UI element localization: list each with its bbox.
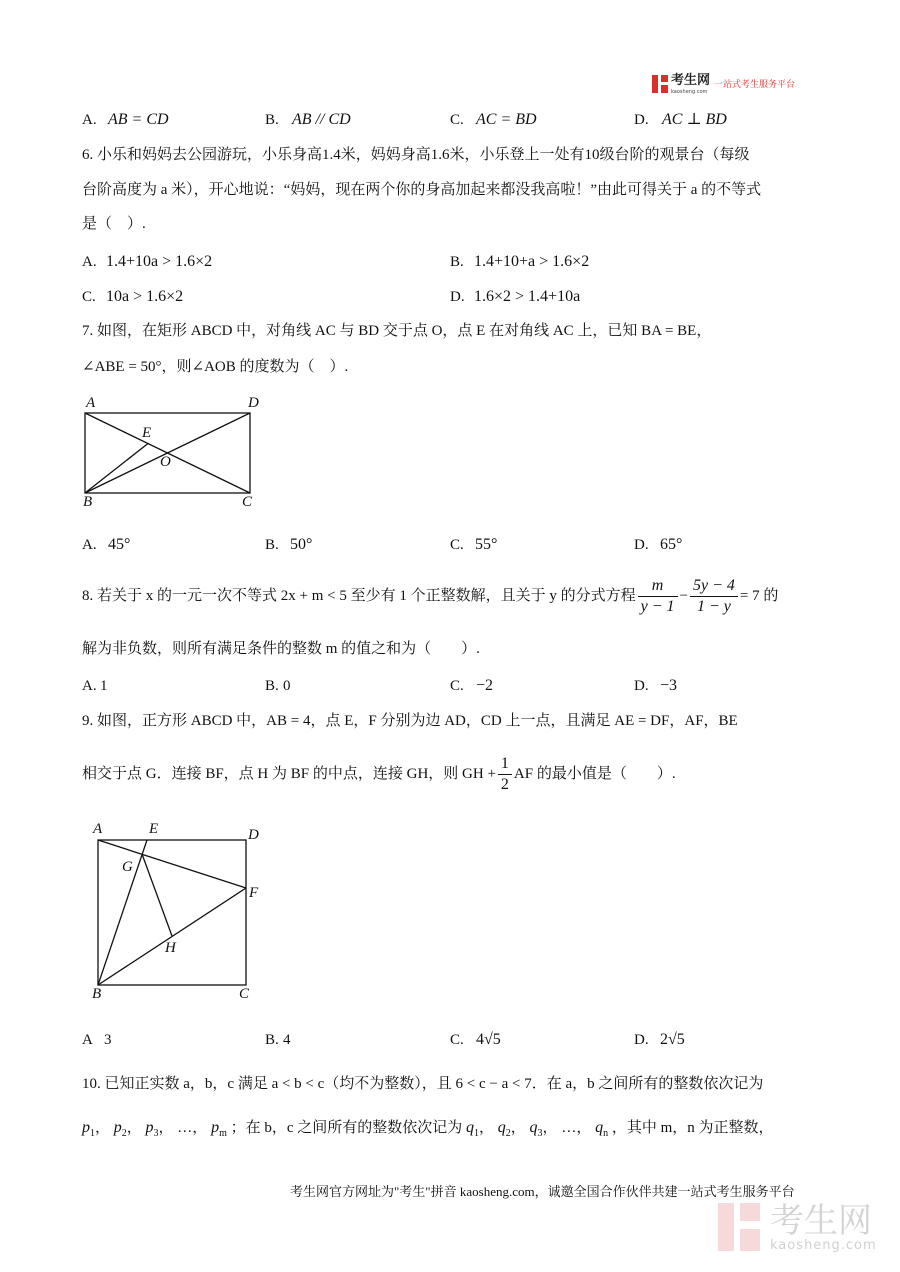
q8-text-b: = 7 的 bbox=[739, 588, 779, 604]
q8-minus: − bbox=[679, 588, 688, 604]
q10-p: p bbox=[113, 1119, 122, 1136]
q10-q: q bbox=[529, 1119, 538, 1136]
q9-option-a-key: A bbox=[82, 1032, 93, 1048]
q9-option-d-key: D. bbox=[634, 1032, 649, 1048]
q10-sub: 3 bbox=[537, 1128, 543, 1139]
q9-segment-af bbox=[98, 840, 246, 888]
q7-option-b: 50° bbox=[290, 536, 313, 553]
q8-option-d-key: D. bbox=[634, 678, 649, 694]
q6-option-b-key: B. bbox=[450, 254, 464, 270]
q10-text-b: ；在 b，c 之间所有的整数依次记为 bbox=[230, 1120, 463, 1136]
q9-text-b: AF 的最小值是（ ）. bbox=[513, 766, 676, 782]
q9-line-2 bbox=[82, 752, 676, 796]
q7-option-d: 65° bbox=[660, 536, 683, 553]
q8-frac2-num: 5y − 4 bbox=[690, 576, 738, 597]
q5-option-d: AC ⊥ BD bbox=[662, 111, 727, 128]
q7-option-b-key: B. bbox=[265, 537, 279, 553]
q9-segment-gh bbox=[142, 854, 172, 936]
logo-slogan: 一站式考生服务平台 bbox=[714, 80, 796, 90]
q9-option-b: 4 bbox=[283, 1032, 291, 1048]
q8-option-a: 1 bbox=[100, 678, 108, 694]
q10-sub: 2 bbox=[121, 1128, 127, 1139]
q6-option-d: 1.6×2 > 1.4+10a bbox=[474, 288, 581, 305]
q5-option-a: AB = CD bbox=[108, 111, 169, 128]
q10-q: q bbox=[497, 1119, 506, 1136]
q10-sub: n bbox=[603, 1128, 609, 1139]
q9-label-g: G bbox=[122, 859, 133, 875]
q6-option-a-key: A. bbox=[82, 254, 97, 270]
q10-p: p bbox=[82, 1119, 90, 1136]
q8-frac2-den: 1 − y bbox=[696, 597, 731, 615]
q8-frac1-den: y − 1 bbox=[640, 597, 675, 615]
watermark bbox=[718, 1203, 877, 1253]
q6-option-b: 1.4+10+a > 1.6×2 bbox=[474, 253, 590, 270]
q6-option-a: 1.4+10a > 1.6×2 bbox=[106, 253, 213, 270]
q6-option-d-key: D. bbox=[450, 289, 465, 305]
q9-label-h: H bbox=[165, 940, 176, 956]
q9-label-e: E bbox=[149, 821, 159, 837]
q7-option-d-key: D. bbox=[634, 537, 649, 553]
q9-half-num: 1 bbox=[498, 754, 512, 775]
q7-option-a: 45° bbox=[108, 536, 131, 553]
q10-text-c: ，其中 m，n 为正整数， bbox=[611, 1120, 774, 1136]
q5-option-a-key: A. bbox=[82, 112, 97, 128]
q10-sub: 2 bbox=[505, 1128, 511, 1139]
q10-sep: ， bbox=[158, 1120, 174, 1136]
q5-option-c-key: C. bbox=[450, 112, 464, 128]
watermark-sub: kaosheng.com bbox=[770, 1238, 877, 1253]
logo-sub: kaosheng.com bbox=[671, 89, 708, 95]
q8-frac1-num: m bbox=[638, 576, 678, 597]
q8-option-c: −2 bbox=[476, 677, 494, 694]
q8-fraction-2 bbox=[690, 576, 738, 617]
q6-line-1: 6. 小乐和妈妈去公园游玩，小乐身高1.4米，妈妈身高1.6米，小乐登上一处有10级台阶的观景台（每级 bbox=[82, 147, 750, 163]
q9-label-d: D bbox=[248, 827, 259, 843]
q10-sep: ， bbox=[542, 1120, 558, 1136]
q10-ellipsis: … bbox=[177, 1120, 193, 1136]
q9-label-c: C bbox=[239, 986, 250, 1002]
q9-option-c: 4√5 bbox=[476, 1031, 501, 1048]
q10-sep: ， bbox=[510, 1120, 526, 1136]
q6-line-2: 台阶高度为 a 米），开心地说：“妈妈，现在两个你的身高加起来都没我高啦！”由此可得关于 a 的不等式 bbox=[82, 182, 762, 198]
q10-ellipsis: … bbox=[561, 1120, 577, 1136]
q10-line-2 bbox=[82, 1118, 774, 1144]
q8-line-2: 解为非负数，则所有满足条件的整数 m 的值之和为（ ）. bbox=[82, 641, 480, 657]
q10-sub: 1 bbox=[90, 1128, 95, 1139]
q8-fraction-1 bbox=[638, 576, 678, 617]
q9-option-c-key: C. bbox=[450, 1032, 464, 1048]
q7-label-e: E bbox=[142, 425, 152, 441]
logo-text: 考生网 bbox=[671, 73, 711, 88]
q9-text-a: 相交于点 G．连接 BF，点 H 为 BF 的中点，连接 GH，则 GH + bbox=[82, 766, 496, 782]
q8-text-a: 8. 若关于 x 的一元一次不等式 2x + m < 5 至少有 1 个正整数解，且关于 y 的分式方程 bbox=[82, 588, 636, 604]
q9-figure bbox=[98, 840, 246, 985]
q9-option-a: 3 bbox=[104, 1032, 112, 1048]
q9-line-1: 9. 如图，正方形 ABCD 中，AB = 4，点 E，F 分别为边 AD，CD 上一点，且满足 AE = DF，AF，BE bbox=[82, 713, 738, 729]
q10-line-1: 10. 已知正实数 a，b，c 满足 a < b < c（均不为整数），且 6 < c − a < 7．在 a，b 之间所有的整数依次记为 bbox=[82, 1076, 764, 1092]
q7-line-1: 7. 如图，在矩形 ABCD 中，对角线 AC 与 BD 交于点 O，点 E 在对角线 AC 上，已知 BA = BE， bbox=[82, 323, 712, 339]
q8-option-b: 0 bbox=[283, 678, 291, 694]
q10-sub: 1 bbox=[474, 1128, 480, 1139]
q10-sub: 3 bbox=[153, 1128, 159, 1139]
q10-sep: ， bbox=[126, 1120, 142, 1136]
q7-option-a-key: A. bbox=[82, 537, 97, 553]
q9-label-b: B bbox=[92, 986, 102, 1002]
q10-p: p bbox=[211, 1119, 220, 1136]
watermark-text: 考生网 bbox=[770, 1201, 872, 1241]
q8-option-b-key: B. bbox=[265, 678, 279, 694]
q9-half-den: 2 bbox=[500, 775, 509, 793]
q10-sep: ， bbox=[479, 1120, 495, 1136]
q5-option-b: AB // CD bbox=[292, 111, 351, 128]
q8-option-a-key: A. bbox=[82, 678, 97, 694]
q7-option-c-key: C. bbox=[450, 537, 464, 553]
q9-label-f: F bbox=[249, 885, 259, 901]
q7-figure bbox=[85, 413, 250, 493]
q9-label-a: A bbox=[93, 821, 103, 837]
watermark-logo-icon bbox=[718, 1203, 762, 1251]
q5-option-d-key: D. bbox=[634, 112, 649, 128]
footer-text: 考生网官方网址为"考生"拼音 kaosheng.com，诚邀全国合作伙伴共建一站式考生服务平台 bbox=[290, 1184, 795, 1199]
q7-label-d: D bbox=[248, 395, 259, 411]
q7-label-c: C bbox=[242, 494, 253, 510]
q10-sep: ， bbox=[192, 1120, 208, 1136]
q9-segment-bf bbox=[98, 888, 246, 985]
q7-segment-be bbox=[85, 444, 148, 494]
q7-label-o: O bbox=[160, 454, 171, 470]
q10-p: p bbox=[145, 1119, 154, 1136]
q7-label-a: A bbox=[86, 395, 96, 411]
q8-option-d: −3 bbox=[660, 677, 678, 694]
q9-option-b-key: B. bbox=[265, 1032, 279, 1048]
q10-sep: ， bbox=[95, 1120, 111, 1136]
q6-line-3: 是（ ）. bbox=[82, 216, 146, 232]
q10-sub: m bbox=[219, 1128, 227, 1139]
q7-label-b: B bbox=[83, 494, 93, 510]
q6-option-c-key: C. bbox=[82, 289, 96, 305]
q10-q: q bbox=[466, 1119, 475, 1136]
q8-line-1 bbox=[82, 574, 778, 618]
q10-q: q bbox=[595, 1119, 604, 1136]
q9-square bbox=[98, 840, 246, 985]
q5-option-b-key: B. bbox=[265, 112, 279, 128]
q9-option-d: 2√5 bbox=[660, 1031, 685, 1048]
q8-option-c-key: C. bbox=[450, 678, 464, 694]
q9-fraction-half bbox=[498, 754, 512, 795]
q5-option-c: AC = BD bbox=[476, 111, 537, 128]
q10-sep: ， bbox=[576, 1120, 592, 1136]
q6-option-c: 10a > 1.6×2 bbox=[106, 288, 184, 305]
q7-option-c: 55° bbox=[475, 536, 498, 553]
q7-line-2: ∠ABE = 50°，则∠AOB 的度数为（ ）. bbox=[82, 359, 349, 375]
